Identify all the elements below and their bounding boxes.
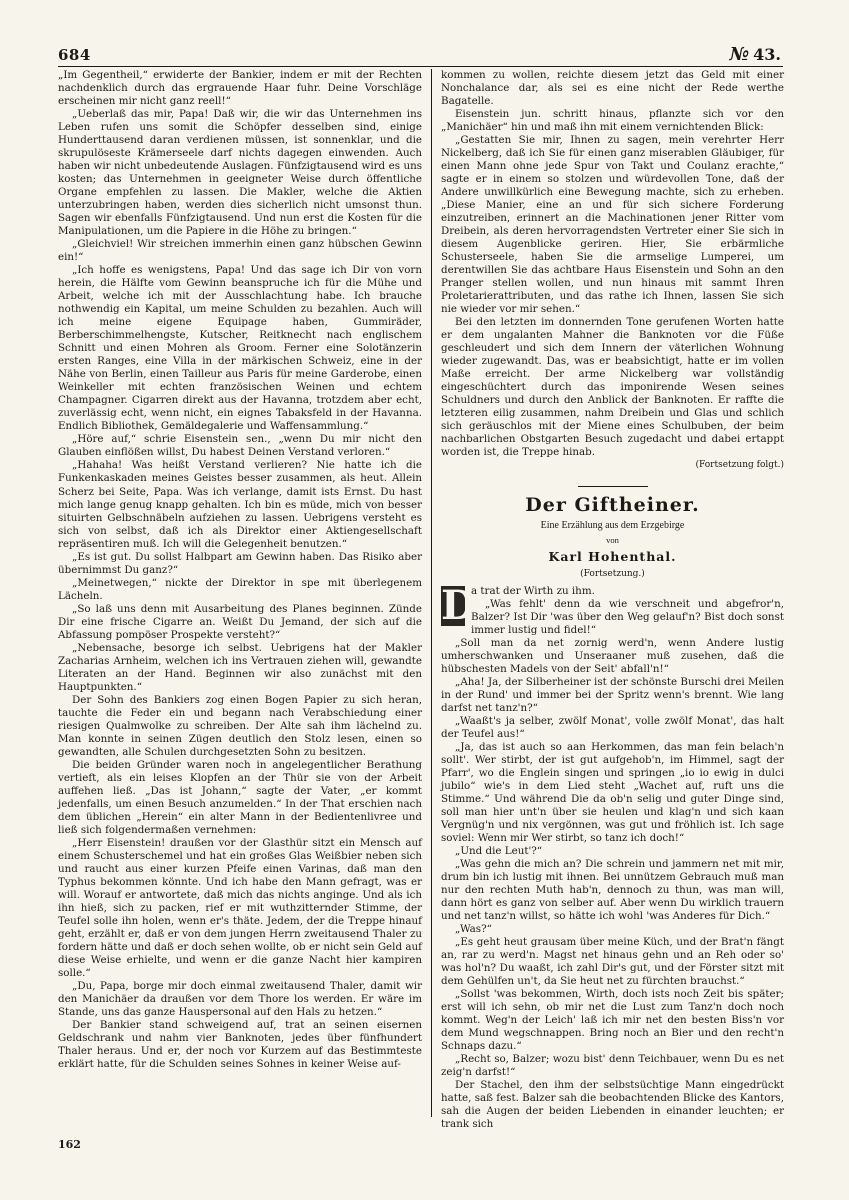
story-author: Karl Hohenthal.: [548, 548, 677, 564]
paragraph: „Was?“: [455, 922, 492, 935]
header-rule: [58, 66, 783, 67]
paragraph: Der Bankier stand schweigend auf, trat an seinen eisernen Geldschrank und nahm vier Banknoten, jedes über fünfhundert Thaler heraus. Und er, der noch vor Kurzem auf das Bestimmteste erklärt hatte, für die Schulden seines Sohnes in keiner Weise auf-: [58, 1019, 422, 1071]
paragraph: „Recht so, Balzer; wozu bist' denn Teichbauer, wenn Du es net zeig'n darfst!“: [441, 1053, 784, 1079]
paragraph: „Ueberlaß das mir, Papa! Daß wir, die wir das Unternehmen ins Leben rufen uns somit die Schöpfer desselben sind, einige Hunderttausend daran verdienen müssen, ist sonnenklar, und die skrupulöseste Krämerseele darf nichts dagegen einwenden. Auch haben wir nicht unbedeutende Auslagen. Fünfzigtausend wird es uns kosten; das Unternehmen in geeigneter Weise durch öffentliche Organe empfehlen zu lassen. Die Makler, welche die Aktien unterzubringen haben, werden dies sicherlich nicht umsonst thun. Sagen wir ebenfalls Fünfzigtausend. Und nun erst die Kosten für die Manipulationen, um die Papiere in die Höhe zu bringen.“: [58, 108, 422, 238]
issue-mark: №: [729, 44, 750, 65]
paragraph: „Soll man da net zornig werd'n, wenn Andere lustig umherschwanken und Unseraaner muß zusehen, daß die hübschesten Madels von der Seit' abfall'n!“: [441, 636, 784, 675]
paragraph: „Was gehn die mich an? Die schrein und jammern net mit mir, drum bin ich lustig mit ihnen. Bei unnützem Gebrauch muß man nur den rechten Muth hab'n, dennoch zu thun, was man will, dann hört es ganz von selber auf. Aber wenn Du wirklich trauern und net tanz'n willst, so hätte ich wohl 'was Anderes für Dich.“: [441, 857, 784, 922]
column-divider: [431, 69, 432, 1117]
issue-number-value: 43.: [753, 45, 781, 64]
paragraph: „Gleichviel! Wir streichen immerhin einen ganz hübschen Gewinn ein!“: [58, 238, 422, 264]
paragraph: Der Sohn des Bankiers zog einen Bogen Papier zu sich heran, tauchte die Feder ein und begann nach Verabschiedung einer riesigen Qualmwolke zu schreiben. Der Alte sah ihm lächelnd zu. Man konnte in seinen Zügen deutlich den Stolz lesen, einen so gewandten, alle Schulen durchgesetzten Sohn zu besitzen.: [58, 693, 422, 758]
page-number: 684: [58, 46, 91, 64]
paragraph: „Es geht heut grausam über meine Küch, und der Brat'n fängt an, rar zu werd'n. Magst net hinaus gehn und an Reh oder so' was hol'n? Du waaßt, ich zahl Dir's gut, und der Förster sitzt mit dem Gehülfen un't, da Sie heut net zu fürchten brauchst.“: [441, 935, 784, 988]
story-title: Der Giftheiner.: [525, 494, 700, 517]
paragraph: „Aha! Ja, der Silberheiner ist der schönste Burschi drei Meilen in der Rund' und immer bei der Spritz wenn's brennt. Wie lang darfst net tanz'n?“: [441, 675, 784, 714]
paragraph: Die beiden Gründer waren noch in angelegentlicher Berathung vertieft, als ein leises Klopfen an der Thür sie von der Arbeit auffehen ließ. „Das ist Johann,“ sagte der Vater, „er kommt jedenfalls, um einen Besuch anzumelden.“ In der That erschien nach dem üblichen „Herein“ ein alter Mann in der Bedientenlivree und ließ sich folgendermaßen vernehmen:: [58, 758, 422, 836]
continued-note: (Fortsetzung folgt.): [695, 460, 784, 471]
drop-cap: D: [441, 581, 476, 629]
paragraph: „Waaßt's ja selber, zwölf Monat', volle zwölf Monat', das halt der Teufel aus!“: [441, 714, 784, 740]
paragraph: kommen zu wollen, reichte diesem jetzt das Geld mit einer Nonchalance dar, als sei es eine nicht der Rede werthe Bagatelle.: [441, 69, 784, 108]
paragraph: „Nebensache, besorge ich selbst. Uebrigens hat der Makler Zacharias Arnheim, welchen ich ins Vertrauen ziehen will, gewandte Literaten an der Hand. Beginnen wir also zunächst mit den Hauptpunkten.“: [58, 641, 422, 693]
signature-number: 162: [58, 1138, 81, 1151]
paragraph: „Ich hoffe es wenigstens, Papa! Und das sage ich Dir von vorn herein, die Hälfte vom Gewinn beanspruche ich für die Mühe und Arbeit, welche ich mit der Ausschlachtung habe. Ich brauche nothwendig ein Kapital, um meine Schulden zu bezahlen. Auch will ich meine eigene Equipage haben, Gummiräder, Berberschimmelhengste, Kutscher, Reitknecht nach englischem Schnitt und einen Mohren als Groom. Ferner eine Solotänzerin ersten Ranges, eine Villa in der märkischen Schweiz, eine in der Nähe von Berlin, einen Tailleur aus Paris für meine Garderobe, einen Weinkeller mit echten französischen Weinen und echtem Champagner. Cigarren direkt aus der Havanna, trotzdem aber echt, zuverlässig echt, wenn nicht, ein eignes Tabaksfeld in der Havanna. Endlich Bibliothek, Gemäldegalerie und Waffensammlung.“: [58, 264, 422, 433]
issue-number: [730, 44, 781, 65]
paragraph: „So laß uns denn mit Ausarbeitung des Planes beginnen. Zünde Dir eine frische Cigarre an. Weißt Du Jemand, der sich auf die Abfassung pompöser Prospekte versteht?“: [58, 602, 422, 641]
story-subtitle: Eine Erzählung aus dem Erzgebirge: [540, 519, 685, 531]
left-column: [58, 69, 422, 1119]
paragraph: „Im Gegentheil,“ erwiderte der Bankier, indem er mit der Rechten nachdenklich durch das ergrauende Haar fuhr. Deine Vorschläge erscheinen mir nicht ganz reell!“: [58, 69, 422, 108]
story-continuation: (Fortsetzung.): [580, 568, 645, 579]
story-first-line: a trat der Wirth zu ihm.: [471, 584, 595, 597]
paragraph: „Hahaha! Was heißt Verstand verlieren? Nie hatte ich die Funkenkaskaden meines Geistes besser zusammen, als heut. Allein Scherz bei Seite, Papa. Was ich verlange, damit ists Ernst. Du hast mich lange genug knapp gehalten. Ich bin es müde, mich von besser situirten Gelbschnäbeln aufziehen zu lassen. Uebrigens versteht es sich von selbst, daß ich als Direktor einer Aktiengesellschaft repräsentiren muß. Ich will die Gelegenheit benutzen.“: [58, 459, 422, 550]
paragraph: Der Stachel, den ihm der selbstsüchtige Mann eingedrückt hatte, saß fest. Balzer sah die beobachtenden Blicke des Kantors, sah die Augen der beiden Liebenden in einander leuchten; er trank sich: [441, 1079, 784, 1131]
paragraph: Bei den letzten im donnernden Tone gerufenen Worten hatte er dem ungalanten Mahner die Banknoten vor die Füße geschleudert und sich dem Innern der väterlichen Wohnung wieder zugewandt. Das, was er beabsichtigt, hatte er im vollen Maße erreicht. Der arme Nickelberg war vollständig eingeschüchtert durch das imponirende Wesen seines Schuldners und durch den Anblick der Banknoten. Er raffte die letzteren eilig zusammen, nahm Dreibein und Glas und schlich sich geräuschlos mit der Miene eines Schulbuben, der beim nachbarlichen Obstgarten Besuch zugedacht und dabei ertappt worden ist, die Treppe hinab.: [441, 316, 784, 459]
paragraph: „Sollst 'was bekommen, Wirth, doch ists noch Zeit bis später; erst will ich sehn, ob mir net die Lust zum Tanz'n doch noch kommt. Weg'n der Leich' laß ich mir net den besten Biss'n vor dem Mund wegschnappen. Bring noch an Bier und den recht'n Schnaps dazu.“: [441, 988, 784, 1053]
paragraph: Eisenstein jun. schritt hinaus, pflanzte sich vor den „Manichäer“ hin und maß ihn mit einem vernichtenden Blick:: [441, 108, 784, 134]
paragraph: „Ja, das ist auch so aan Herkommen, das man fein belach'n sollt'. Wer stirbt, der ist gut aufgehob'n, im Himmel, sagt der Pfarr', wo die Englein singen und springen „io io ewig in dulci jubilo“ wie's in dem Lied steht „Wachet auf, ruft uns die Stimme.“ Und während Die da ob'n selig und guter Dinge sind, soll man hier unt'n über sie heulen und klag'n und sich kaan Vergnüg'n und nix vergönnen, was gut und fröhlich ist. Ich sage soviel: Wenn mir Wer stirbt, so tanz ich doch!“: [441, 740, 784, 844]
paragraph: „Was fehlt' denn da wie verschneit und abgefror'n, Balzer? Ist Dir 'was über den Weg gelauf'n? Bist doch sonst immer lustig und fidel!“: [471, 597, 784, 636]
paragraph: „Meinetwegen,“ nickte der Direktor in spe mit überlegenem Lächeln.: [58, 576, 422, 602]
paragraph: „Und die Leut'?“: [455, 844, 543, 857]
paragraph: „Gestatten Sie mir, Ihnen zu sagen, mein verehrter Herr Nickelberg, daß ich Sie für einen ganz miserablen Gläubiger, für einen Mann ohne jede Spur von Takt und Coulanz erachte,“ sagte er in einem so stolzen und würdevollen Tone, daß der Andere unwillkürlich eine Bewegung machte, sich zu erheben. „Diese Manier, eine an und für sich sichere Forderung einzutreiben, erinnert an die Machinationen jener Ritter vom Dreibein, als deren hervorragendsten Vertreter einer Sie sich in diesem Augenblicke geriren. Hier, Sie erbärmliche Schusterseele, haben Sie die armselige Lumperei, um derentwillen Sie das achtbare Haus Eisenstein und Sohn an den Pranger stellen wollen, und nun hinaus mit sammt Ihren Proletarierattributen, und das rathe ich Ihnen, lassen Sie sich nie wieder vor mir sehen.“: [441, 134, 784, 316]
story-byline-von: von: [606, 534, 619, 545]
paragraph: „Du, Papa, borge mir doch einmal zweitausend Thaler, damit wir den Manichäer da draußen vor dem Thore los werden. Er wäre im Stande, uns das ganze Hauspersonal auf den Hals zu hetzen.“: [58, 980, 422, 1019]
paragraph: „Es ist gut. Du sollst Halbpart am Gewinn haben. Das Risiko aber übernimmst Du ganz?“: [58, 550, 422, 576]
paragraph: „Herr Eisenstein! draußen vor der Glasthür sitzt ein Mensch auf einem Schusterschemel und hat ein großes Glas Weißbier neben sich und raucht aus einer kurzen Pfeife einen Varinas, daß man den Typhus bekommen könnte. Und ich habe den Mann gefragt, was er will. Worauf er antwortete, daß mich das nichts anginge. Und als ich ihn hieß, sich zu packen, rief er mit wuthzitternder Stimme, der Teufel solle ihn holen, wenn er's thäte. Jedem, der die Treppe hinauf geht, erzählt er, daß er von dem jungen Herrn zweitausend Thaler zu fordern hätte und daß er doch sehen wollte, ob er nicht sein Geld auf diese Weise erhielte, und wenn er die ganze Nacht hier kampiren solle.“: [58, 836, 422, 980]
right-column: [441, 69, 784, 1131]
section-divider: [578, 486, 648, 487]
paragraph: „Höre auf,“ schrie Eisenstein sen., „wenn Du mir nicht den Glauben einflößen willst, Du habest Deinen Verstand verloren.“: [58, 433, 422, 459]
